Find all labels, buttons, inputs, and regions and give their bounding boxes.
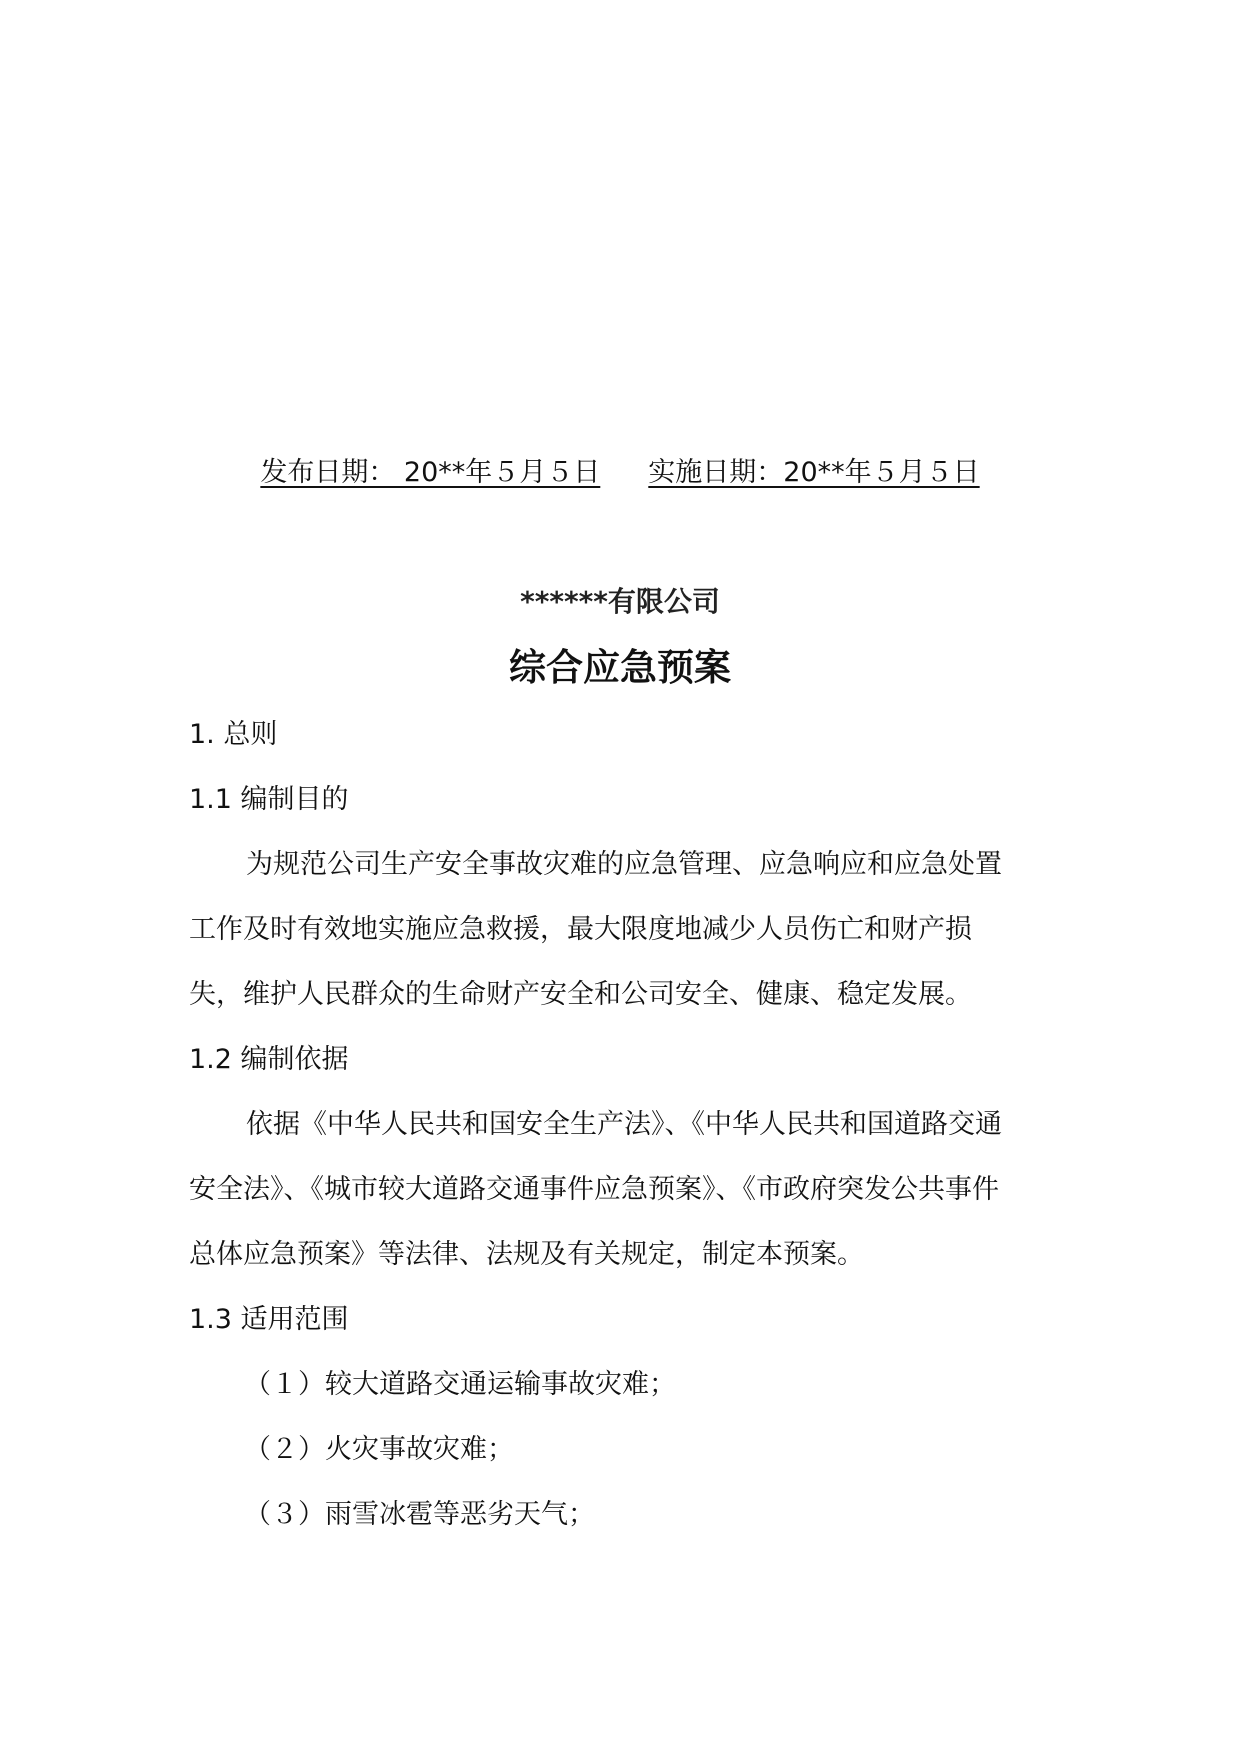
- paragraph-line: 为规范公司生产安全事故灾难的应急管理、应急响应和应急处置: [246, 849, 1002, 880]
- list-item: （３）雨雪冰雹等恶劣天气；: [244, 1499, 595, 1530]
- section-heading-1-3: 1.3 适用范围: [189, 1304, 349, 1335]
- section-heading-1-1: 1.1 编制目的: [189, 784, 349, 815]
- document-dates: [0, 456, 1240, 490]
- section-heading-1-2: 1.2 编制依据: [189, 1044, 349, 1075]
- publish-date: 发布日期： 20**年５月５日: [260, 457, 601, 488]
- company-name: ******有限公司: [520, 585, 720, 618]
- paragraph-line: 安全法》、《城市较大道路交通事件应急预案》、《市政府突发公共事件: [189, 1174, 999, 1205]
- effective-date: 实施日期：20**年５月５日: [648, 457, 980, 488]
- document-title: 综合应急预案: [509, 646, 731, 689]
- paragraph-line: 工作及时有效地实施应急救援，最大限度地减少人员伤亡和财产损: [189, 914, 972, 945]
- section-heading-1: 1. 总则: [189, 719, 278, 750]
- paragraph-line: 总体应急预案》等法律、法规及有关规定，制定本预案。: [189, 1239, 864, 1270]
- list-item: （２）火灾事故灾难；: [244, 1434, 514, 1465]
- paragraph-line: 依据《中华人民共和国安全生产法》、《中华人民共和国道路交通: [246, 1109, 1002, 1140]
- list-item: （１）较大道路交通运输事故灾难；: [244, 1369, 676, 1400]
- paragraph-line: 失，维护人民群众的生命财产安全和公司安全、健康、稳定发展。: [189, 979, 972, 1010]
